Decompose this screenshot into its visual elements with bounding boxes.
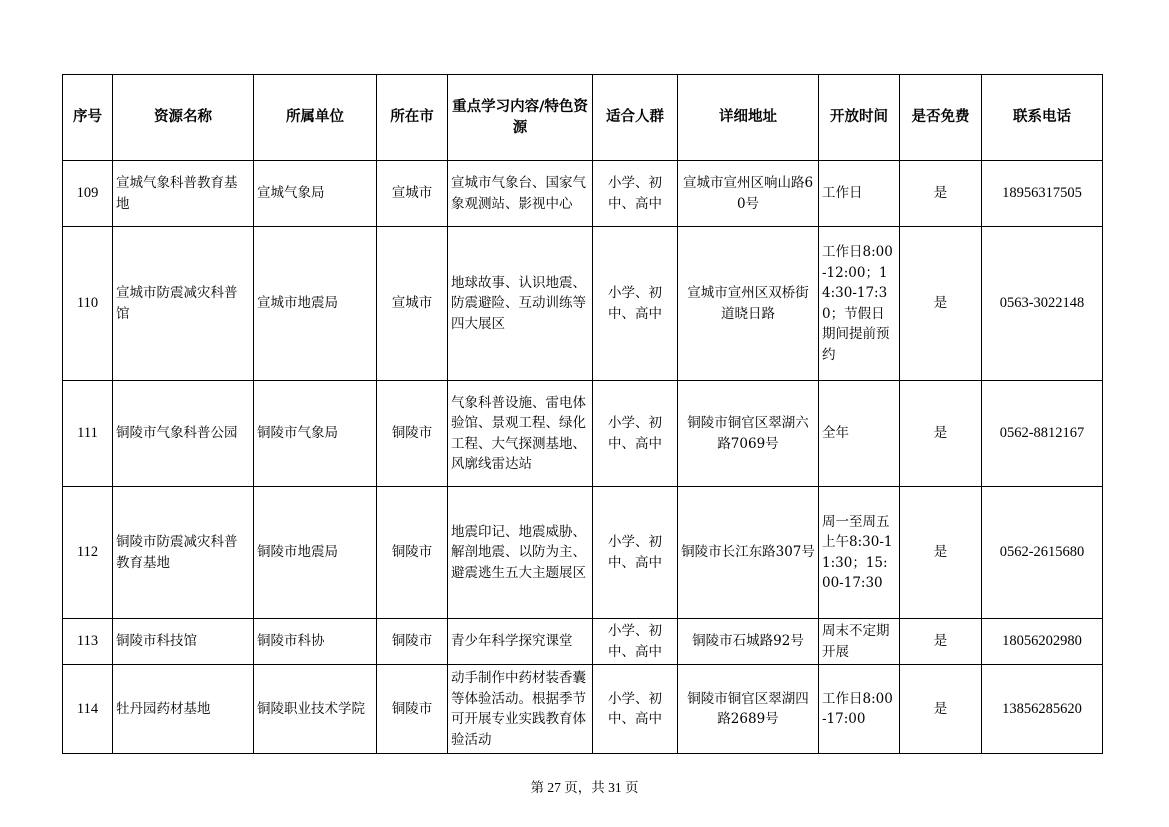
- cell-free: 是: [900, 227, 982, 381]
- cell-audience: 小学、初中、高中: [593, 619, 678, 665]
- cell-audience: 小学、初中、高中: [593, 381, 678, 487]
- cell-content-wrap: [448, 665, 593, 754]
- header-name: 资源名称: [113, 75, 254, 161]
- header-hours: 开放时间: [819, 75, 900, 161]
- cell-phone: 13856285620: [982, 665, 1103, 754]
- header-city: 所在市: [377, 75, 448, 161]
- cell-audience: 小学、初中、高中: [593, 161, 678, 227]
- cell-city: 宣城市: [377, 161, 448, 227]
- header-content: 重点学习内容/特色资源: [448, 75, 593, 161]
- cell-free: 是: [900, 487, 982, 619]
- cell-name: 宣城气象科普教育基地: [113, 161, 254, 227]
- cell-no: 109: [63, 161, 113, 227]
- header-free: 是否免费: [900, 75, 982, 161]
- cell-address: 铜陵市长江东路307号: [678, 487, 819, 619]
- cell-city: 铜陵市: [377, 381, 448, 487]
- cell-content: 宣城市气象台、国家气象观测站、影视中心: [448, 161, 593, 227]
- cell-content: 动手制作中药材装香囊等体验活动。根据季节可开展专业实践教育体验活动: [451, 670, 586, 748]
- cell-free: 是: [900, 381, 982, 487]
- cell-free: 是: [900, 665, 982, 754]
- header-audience: 适合人群: [593, 75, 678, 161]
- header-phone: 联系电话: [982, 75, 1103, 161]
- cell-hours: 工作日8:00-12:00；14:30-17:30；节假日期间提前预约: [819, 227, 900, 381]
- cell-address: 宣城市宣州区响山路60号: [678, 161, 819, 227]
- cell-phone: 18056202980: [982, 619, 1103, 665]
- cell-unit: 铜陵市科协: [254, 619, 377, 665]
- cell-unit: 铜陵职业技术学院: [254, 665, 377, 754]
- cell-no: 114: [63, 665, 113, 754]
- table-row: [63, 227, 1103, 381]
- cell-phone: 0562-8812167: [982, 381, 1103, 487]
- cell-free: 是: [900, 161, 982, 227]
- cell-city: 宣城市: [377, 227, 448, 381]
- header-address: 详细地址: [678, 75, 819, 161]
- cell-no: 111: [63, 381, 113, 487]
- cell-city: 铜陵市: [377, 665, 448, 754]
- cell-name: 铜陵市防震减灾科普教育基地: [113, 487, 254, 619]
- cell-phone: 0562-2615680: [982, 487, 1103, 619]
- cell-address: 铜陵市铜官区翠湖六路7069号: [678, 381, 819, 487]
- table-row: [63, 665, 1103, 754]
- header-unit: 所属单位: [254, 75, 377, 161]
- cell-unit: 宣城市地震局: [254, 227, 377, 381]
- table-row: [63, 619, 1103, 665]
- table-header-row: [63, 75, 1103, 161]
- cell-no: 110: [63, 227, 113, 381]
- cell-name: 铜陵市科技馆: [113, 619, 254, 665]
- cell-audience: 小学、初中、高中: [593, 487, 678, 619]
- cell-unit: 铜陵市地震局: [254, 487, 377, 619]
- cell-name: 牡丹园药材基地: [113, 665, 254, 754]
- cell-name: 铜陵市气象科普公园: [113, 381, 254, 487]
- cell-phone: 0563-3022148: [982, 227, 1103, 381]
- table-row: [63, 161, 1103, 227]
- cell-no: 112: [63, 487, 113, 619]
- cell-hours: 工作日8:00-17:00: [819, 665, 900, 754]
- cell-city: 铜陵市: [377, 619, 448, 665]
- cell-address: 宣城市宣州区双桥街道晓日路: [678, 227, 819, 381]
- resource-table: [62, 74, 1103, 754]
- table-row: [63, 487, 1103, 619]
- cell-content: 气象科普设施、雷电体验馆、景观工程、绿化工程、大气探测基地、风廓线雷达站: [448, 381, 593, 487]
- cell-unit: 铜陵市气象局: [254, 381, 377, 487]
- cell-free: 是: [900, 619, 982, 665]
- cell-unit: 宣城气象局: [254, 161, 377, 227]
- cell-phone: 18956317505: [982, 161, 1103, 227]
- header-no: 序号: [63, 75, 113, 161]
- table-row: [63, 381, 1103, 487]
- cell-address: 铜陵市石城路92号: [678, 619, 819, 665]
- cell-name: 宣城市防震减灾科普馆: [113, 227, 254, 381]
- cell-address: 铜陵市铜官区翠湖四路2689号: [678, 665, 819, 754]
- cell-hours: 全年: [819, 381, 900, 487]
- cell-city: 铜陵市: [377, 487, 448, 619]
- cell-hours: 周一至周五上午8:30-11:30；15:00-17:30: [819, 487, 900, 619]
- cell-content: 青少年科学探究课堂: [448, 619, 593, 665]
- cell-audience: 小学、初中、高中: [593, 227, 678, 381]
- cell-content: 地球故事、认识地震、防震避险、互动训练等四大展区: [448, 227, 593, 381]
- page-footer: 第 27 页，共 31 页: [530, 780, 639, 795]
- cell-content: 地震印记、地震威胁、解剖地震、以防为主、避震逃生五大主题展区: [448, 487, 593, 619]
- cell-no: 113: [63, 619, 113, 665]
- cell-hours: 周末不定期开展: [819, 619, 900, 665]
- cell-hours: 工作日: [819, 161, 900, 227]
- cell-audience: 小学、初中、高中: [593, 665, 678, 754]
